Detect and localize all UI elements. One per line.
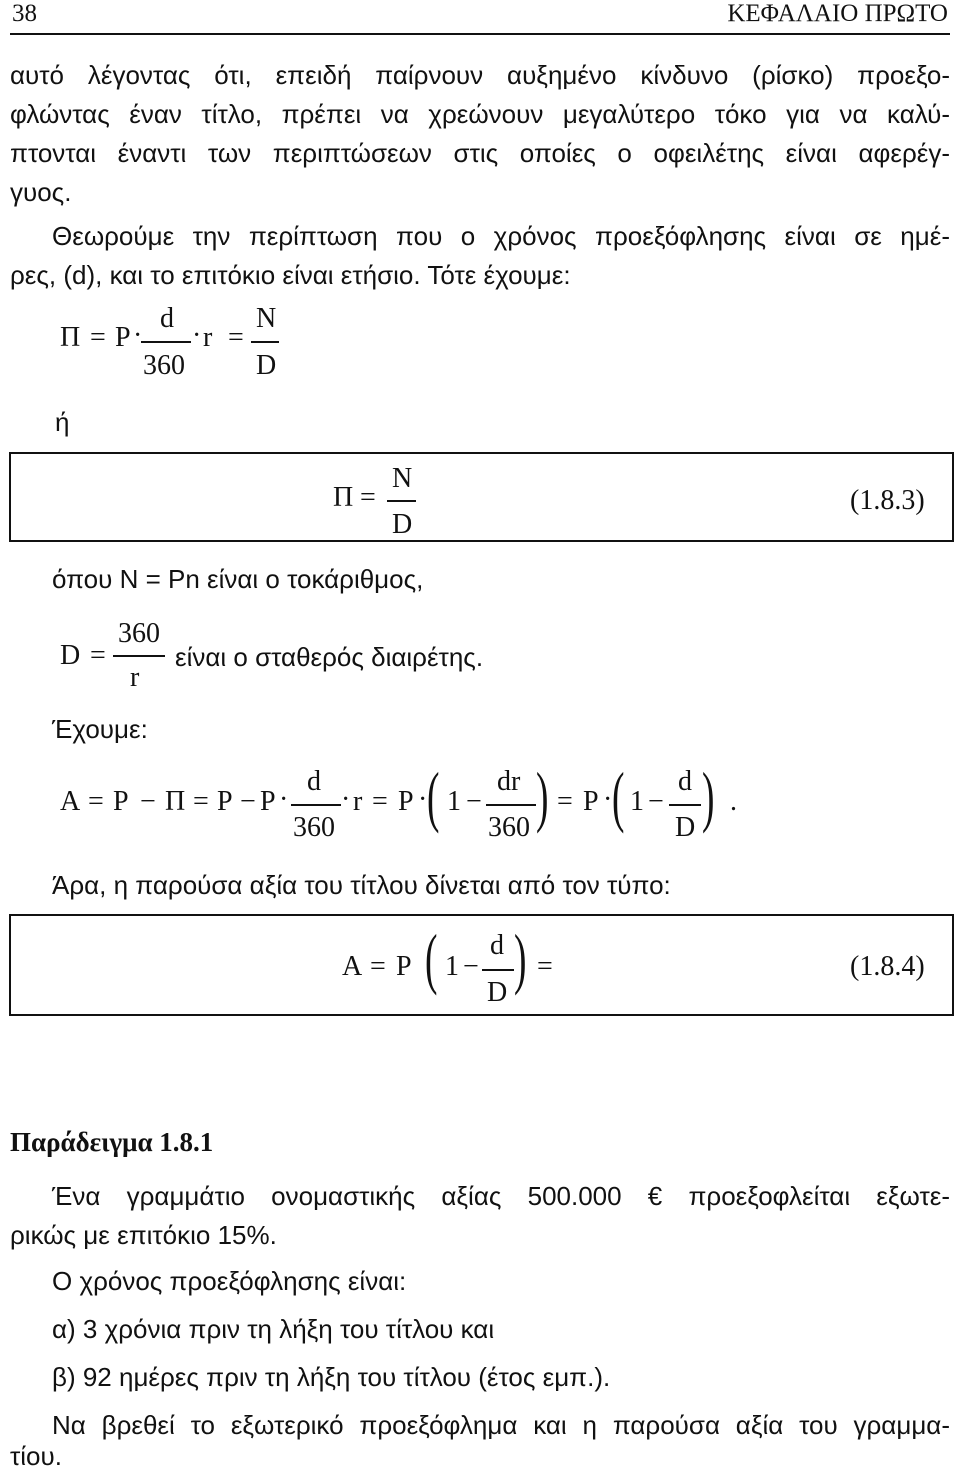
eq1-fraction-bar2 [251, 341, 279, 343]
boxed2-eq1: = [370, 951, 386, 982]
eq2-period: . [730, 786, 737, 817]
eq1-equals: = [90, 322, 106, 353]
eq1-P: P [115, 322, 131, 353]
header-rule [10, 33, 950, 35]
eq2-one2: 1 [630, 786, 644, 817]
example-line2: ρικώς με επιτόκιο 15%. [10, 1220, 277, 1250]
eq2-P4: P [398, 786, 414, 817]
eq1-fraction-bar [141, 341, 191, 343]
example-line4: Να βρεθεί το εξωτερικό προεξόφλημα και η παρούσα αξία του γραμμα- [52, 1410, 950, 1440]
divisor-fraction-bar [113, 655, 165, 657]
eq1-den2: D [256, 350, 277, 381]
eq2-eq1: = [88, 786, 104, 817]
eq2-minus2: − [240, 786, 256, 817]
eq2-D: D [675, 812, 696, 843]
eq2-eq3: = [372, 786, 388, 817]
eq1-den: 360 [143, 350, 185, 381]
boxed1-lhs: Π [333, 482, 354, 513]
example-item-a: α) 3 χρόνια πριν τη λήξη του τίτλου και [52, 1314, 495, 1344]
eq2-rparen2: ) [702, 758, 715, 834]
divisor-equals: = [90, 640, 106, 671]
or-word: ή [55, 407, 70, 437]
eq2-P2: P [217, 786, 233, 817]
para1-line1: αυτό λέγοντας ότι, επειδή παίρνουν αυξημένο κίνδυνο (ρίσκο) προεξο- [10, 60, 950, 90]
divisor-den: r [130, 662, 140, 693]
boxed2-one: 1 [445, 951, 459, 982]
example-title: Παράδειγμα 1.8.1 [10, 1127, 214, 1157]
example-item-b: β) 92 ημέρες πριν τη λήξη του τίτλου (έτος εμπ.). [52, 1362, 611, 1392]
eq2-rparen1: ) [536, 758, 549, 834]
page-number: 38 [12, 0, 37, 27]
eq2-minus3: − [466, 786, 482, 817]
formula-box-1-8-3 [9, 452, 954, 542]
chapter-title: ΚΕΦΑΛΑΙΟ ΠΡΩΤΟ [727, 0, 948, 27]
eq2-fraction-bar3 [669, 804, 701, 806]
equation-label-1-8-4: (1.8.4) [850, 951, 925, 982]
eq2-P1: P [113, 786, 129, 817]
boxed1-den: D [392, 509, 413, 540]
example-line5: τίου. [10, 1441, 62, 1471]
para2-line1: Θεωρούμε την περίπτωση που ο χρόνος προεξόφλησης είναι σε ημέ- [52, 221, 950, 251]
eq2-r: r [353, 786, 363, 817]
eq2-minus4: − [648, 786, 664, 817]
eq1-dot2: · [192, 320, 202, 351]
eq2-fraction-bar2 [486, 804, 536, 806]
boxed2-rparen: ) [514, 920, 527, 996]
eq2-lparen1: ( [427, 758, 440, 834]
para2-line2: ρες, (d), και το επιτόκιο είναι ετήσιο. Τότε έχουμε: [10, 260, 571, 290]
eq2-minus1: − [140, 786, 156, 817]
para1-line2: φλώντας έναν τίτλο, πρέπει να χρεώνουν μεγαλύτερο τόκο για να καλύ- [10, 99, 950, 129]
boxed2-eq2: = [537, 951, 553, 982]
boxed1-num: N [392, 463, 413, 494]
eq2-d1: d [307, 766, 321, 797]
therefore-line: Άρα, η παρούσα αξία του τίτλου δίνεται από τον τύπο: [52, 870, 671, 900]
eq2-dot4: · [603, 784, 613, 815]
boxed2-minus: − [463, 951, 479, 982]
eq1-num: d [160, 303, 174, 334]
we-have: Έχουμε: [52, 714, 148, 744]
boxed2-P: P [396, 951, 412, 982]
divisor-text: είναι ο σταθερός διαιρέτης. [175, 642, 484, 672]
eq1-dot: · [133, 320, 143, 351]
boxed2-fraction-bar [482, 969, 514, 971]
boxed1-fraction-bar [387, 500, 416, 502]
eq2-360a: 360 [293, 812, 335, 843]
eq2-eq2: = [193, 786, 209, 817]
eq1-num2: N [256, 303, 277, 334]
where-line: όπου N = Pn είναι ο τοκάριθμος, [52, 564, 424, 594]
eq2-360b: 360 [488, 812, 530, 843]
boxed1-equals: = [360, 482, 376, 513]
boxed2-den: D [487, 977, 508, 1008]
boxed2-A: A [342, 951, 363, 982]
eq2-dot2: · [341, 784, 351, 815]
eq2-A: A [60, 786, 81, 817]
eq2-dot1: · [279, 784, 289, 815]
eq2-one1: 1 [447, 786, 461, 817]
eq2-Pi: Π [165, 786, 186, 817]
boxed2-lparen: ( [425, 920, 438, 996]
eq2-lparen2: ( [612, 758, 625, 834]
eq1-equals2: = [228, 322, 244, 353]
eq1-r: r [203, 322, 213, 353]
eq2-P5: P [583, 786, 599, 817]
para1-line3: πτονται έναντι των περιπτώσεων στις οποίες ο οφειλέτης είναι αφερέγ- [10, 138, 950, 168]
equation-label-1-8-3: (1.8.3) [850, 485, 925, 516]
divisor-lhs: D [60, 640, 81, 671]
eq2-dot3: · [418, 784, 428, 815]
eq2-fraction-bar1 [291, 804, 341, 806]
example-line1: Ένα γραμμάτιο ονομαστικής αξίας 500.000 € προεξοφλείται εξωτε- [52, 1181, 950, 1211]
para1-line4: γυος. [10, 177, 72, 207]
formula-box-1-8-4 [9, 914, 954, 1016]
divisor-num: 360 [118, 618, 160, 649]
eq2-eq4: = [557, 786, 573, 817]
eq1-lhs: Π [60, 322, 81, 353]
eq2-dr: dr [497, 766, 521, 797]
eq2-d2: d [678, 766, 692, 797]
example-line3: Ο χρόνος προεξόφλησης είναι: [52, 1266, 407, 1296]
boxed2-num: d [490, 930, 504, 961]
eq2-P3: P [260, 786, 276, 817]
